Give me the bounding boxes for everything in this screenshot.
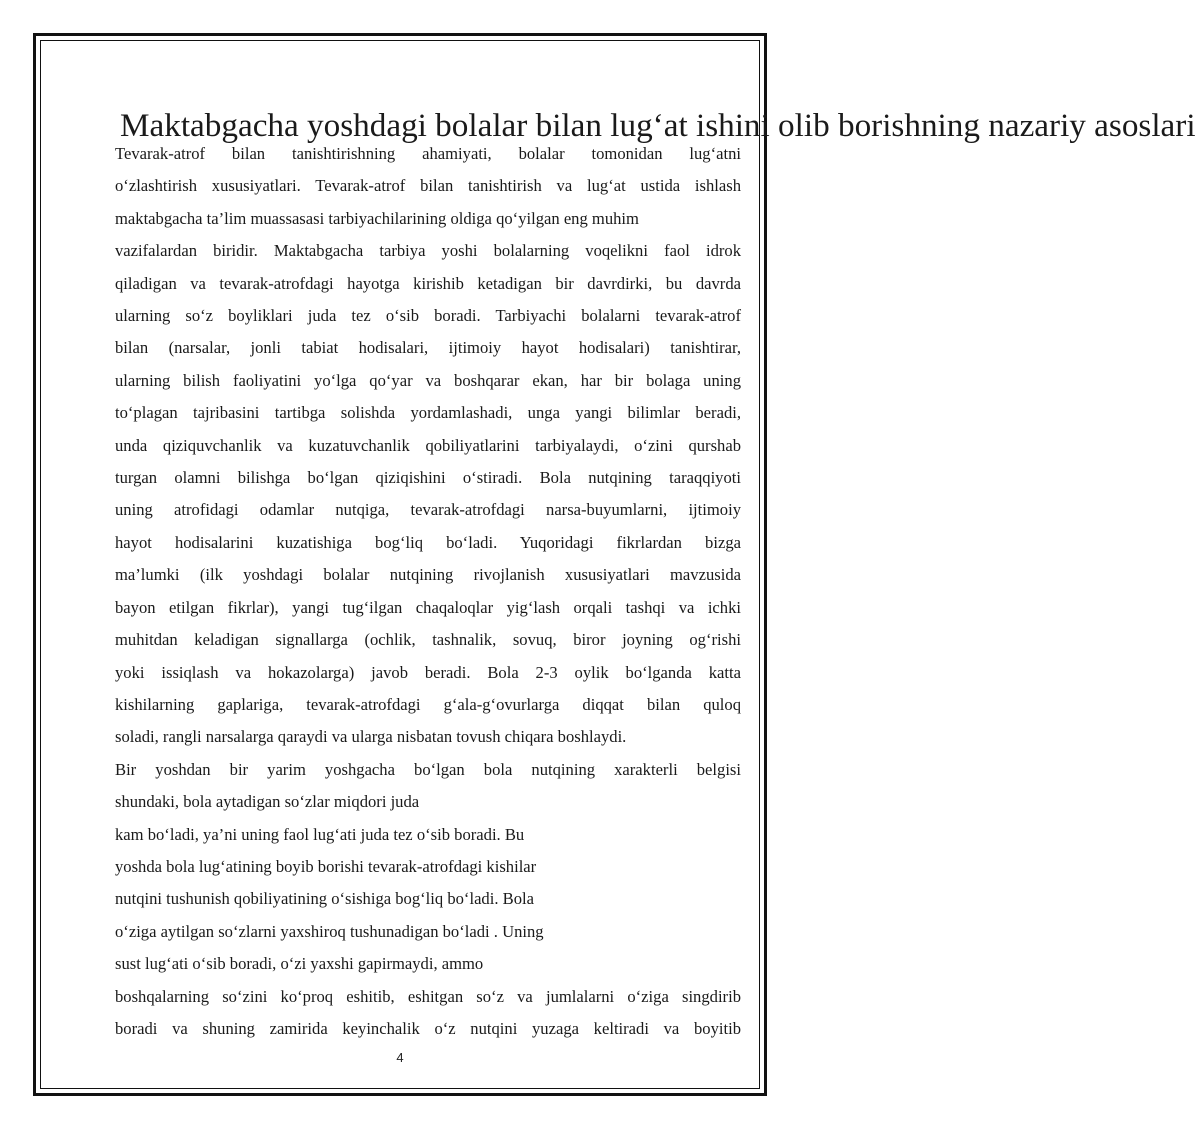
text-line: nutqini tushunish qobiliyatining o‘sishiga bog‘liq bo‘ladi. Bola <box>115 889 534 909</box>
text-line: ularning bilish faoliyatini yo‘lga qo‘yar va boshqarar ekan, har bir bolaga uning <box>115 370 741 390</box>
text-line: bilan (narsalar, jonli tabiat hodisalari, ijtimoiy hayot hodisalari) tanishtirar, <box>115 338 741 358</box>
paragraph <box>115 138 741 754</box>
text-line: sust lug‘ati o‘sib boradi, o‘zi yaxshi gapirmaydi, ammo <box>115 954 484 974</box>
paragraph <box>115 754 741 1046</box>
text-line: hayot hodisalarini kuzatishiga bog‘liq bo‘ladi. Yuqoridagi fikrlardan bizga <box>115 532 741 552</box>
text-line: maktabgacha ta’lim muassasasi tarbiyachilarining oldiga qo‘yilgan eng muhim <box>115 208 639 228</box>
text-line: ularning so‘z boyliklari juda tez o‘sib boradi. Tarbiyachi bolalarni tevarak-atrof <box>115 306 741 326</box>
paragraph-container <box>115 138 741 1045</box>
text-line: shundaki, bola aytadigan so‘zlar miqdori juda <box>115 792 420 812</box>
text-line: boshqalarning so‘zini ko‘proq eshitib, eshitgan so‘z va jumlalarni o‘ziga singdirib <box>115 986 741 1006</box>
text-line: Tevarak-atrof bilan tanishtirishning ahamiyati, bolalar tomonidan lug‘atni <box>115 144 741 163</box>
text-line: yoshda bola lug‘atining boyib borishi tevarak-atrofdagi kishilar <box>115 856 537 876</box>
text-line: Bir yoshdan bir yarim yoshgacha bo‘lgan bola nutqining xarakterli belgisi <box>115 759 741 779</box>
text-line: vazifalardan biridir. Maktabgacha tarbiya yoshi bolalarning voqelikni faol idrok <box>115 241 741 261</box>
text-line: unda qiziquvchanlik va kuzatuvchanlik qobiliyatlarini tarbiyalaydi, o‘zini qurshab <box>115 435 741 455</box>
text-line: muhitdan keladigan signallarga (ochlik, tashnalik, sovuq, biror joyning og‘rishi <box>115 630 741 650</box>
text-line: turgan olamni bilishga bo‘lgan qiziqishini o‘stiradi. Bola nutqining taraqqiyoti <box>115 468 741 488</box>
document-title: Maktabgacha yoshdagi bolalar bilan lug‘at ishini olib borishning nazariy asoslari <box>120 107 1196 144</box>
text-line: kam bo‘ladi, ya’ni uning faol lug‘ati juda tez o‘sib boradi. Bu <box>115 824 525 844</box>
text-line: ma’lumki (ilk yoshdagi bolalar nutqining rivojlanish xususiyatlari mavzusida <box>115 565 741 585</box>
page-number: 4 <box>396 1050 404 1065</box>
text-line: o‘ziga aytilgan so‘zlarni yaxshiroq tushunadigan bo‘ladi . Uning <box>115 921 544 941</box>
text-line: o‘zlashtirish xususiyatlari. Tevarak-atrof bilan tanishtirish va lug‘at ustida ishlash <box>115 176 741 196</box>
text-line: yoki issiqlash va hokazolarga) javob beradi. Bola 2-3 oylik bo‘lganda katta <box>115 662 741 682</box>
text-line: uning atrofidagi odamlar nutqiga, tevarak-atrofdagi narsa-buyumlarni, ijtimoiy <box>115 500 741 520</box>
text-line: qiladigan va tevarak-atrofdagi hayotga kirishib ketadigan bir davrdirki, bu davrda <box>115 273 741 293</box>
text-line: boradi va shuning zamirida keyinchalik o‘z nutqini yuzaga keltiradi va boyitib <box>115 1018 741 1038</box>
text-line: to‘plagan tajribasini tartibga solishda yordamlashadi, unga yangi bilimlar beradi, <box>115 403 741 423</box>
text-line: bayon etilgan fikrlar), yangi tug‘ilgan chaqaloqlar yig‘lash orqali tashqi va ichki <box>115 597 741 617</box>
document-body <box>115 107 1196 1045</box>
text-line: kishilarning gaplariga, tevarak-atrofdagi g‘ala-g‘ovurlarga diqqat bilan quloq <box>115 694 741 714</box>
text-line: soladi, rangli narsalarga qaraydi va ularga nisbatan tovush chiqara boshlaydi. <box>115 727 627 747</box>
